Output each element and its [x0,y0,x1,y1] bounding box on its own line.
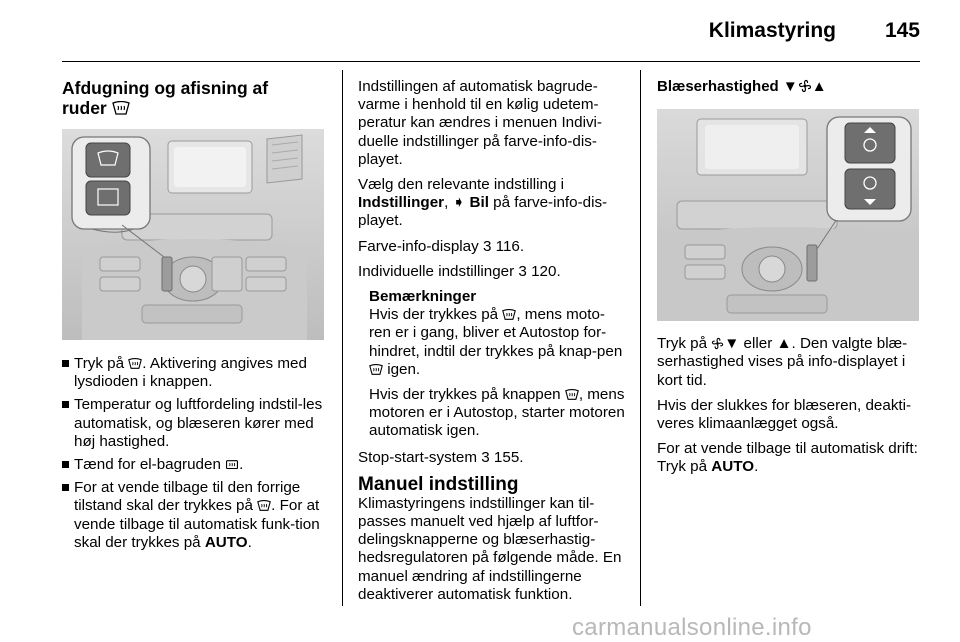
page-ref-icon: 3 [481,448,490,466]
page-number: 145 [884,19,920,42]
watermark: carmanualsonline.info [572,614,812,641]
paragraph: Hvis der trykkes på , mens moto-ren er i gang, bliver et Autostop for-hindret, indtil der trykkes på knap-pen igen. [369,306,623,378]
fan-icon [798,79,812,93]
paragraph: Indstillingen af automatisk bagrude-varme i henhold til en kølig udetem-peratur kan ændres i menuen Indivi-duelle indstillinger på farve-info-dis-playet. [358,78,602,168]
photo-climate-panel-defrost [62,129,324,340]
column-divider [640,70,641,606]
windscreen-defrost-icon [112,101,130,116]
section-heading-manual: Manuel indstilling [358,473,519,495]
paragraph: Hvis der slukkes for blæseren, deakti-veres klimaanlægget også. [657,396,912,433]
cross-reference[interactable]: Individuelle indstillinger 3 120. [358,262,561,280]
illustration-dashboard [62,129,324,340]
rear-window-heating-icon [225,459,239,471]
illustration-dashboard [657,109,919,321]
page-header [62,0,920,62]
section-heading-fan-speed: Blæserhastighed ▼ ▲ [657,78,827,95]
cross-reference[interactable]: Stop-start-system 3 155. [358,448,524,466]
windscreen-defrost-icon [565,389,579,401]
cross-reference[interactable]: Farve-info-display 3 116. [358,237,525,255]
note-block [358,288,626,441]
section-heading-defog: Afdugning og afisning af ruder [62,78,269,118]
list-item: Tryk på . Aktivering angives med lysdioden i knappen. [62,355,328,391]
windscreen-defrost-icon [502,309,516,321]
paragraph: Hvis der trykkes på knappen , mens motoren er i Autostop, starter motoren automatisk igen. [369,386,625,440]
page-ref-icon: 3 [518,262,527,280]
windscreen-defrost-icon [369,364,383,376]
column-middle [358,78,626,611]
paragraph: Klimastyringens indstillinger kan til-passes manuelt ved hjælp af luftfor-delingsknapperne og blæserhastig-hedsregulatoren på følgende måde. En manuel ændring af indstillingerne deaktiverer automatisk funktion. [358,494,622,603]
column-left [62,78,328,557]
note-title: Bemærkninger [369,288,477,306]
chapter-title: Klimastyring [708,19,836,42]
paragraph: Vælg den relevante indstilling i Indstillinger, ➧ Bil på farve-info-dis-playet. [358,176,608,230]
fan-icon [711,337,724,350]
paragraph: Tryk på ▼ eller ▲. Den valgte blæ-serhastighed vises på info-displayet i kort tid. [657,335,908,389]
list-item: Temperatur og luftfordeling indstil-les automatisk, og blæseren kører med høj hastighed. [62,396,328,451]
column-divider [342,70,343,606]
page-ref-icon: 3 [482,237,492,255]
windscreen-defrost-icon [257,500,271,512]
column-right [657,78,921,484]
list-item: Tænd for el-bagruden . [62,456,328,474]
bullet-list [62,355,328,552]
photo-climate-panel-fan [657,109,919,321]
paragraph: For at vende tilbage til automatisk drift: Tryk på AUTO. [657,440,918,476]
windscreen-defrost-icon [128,358,142,370]
list-item: For at vende tilbage til den forrige tilstand skal der trykkes på . For at vende tilbage til automatisk funk-tion skal der trykkes på AUTO. [62,479,328,552]
arrow-right-icon: ➧ [452,194,466,212]
